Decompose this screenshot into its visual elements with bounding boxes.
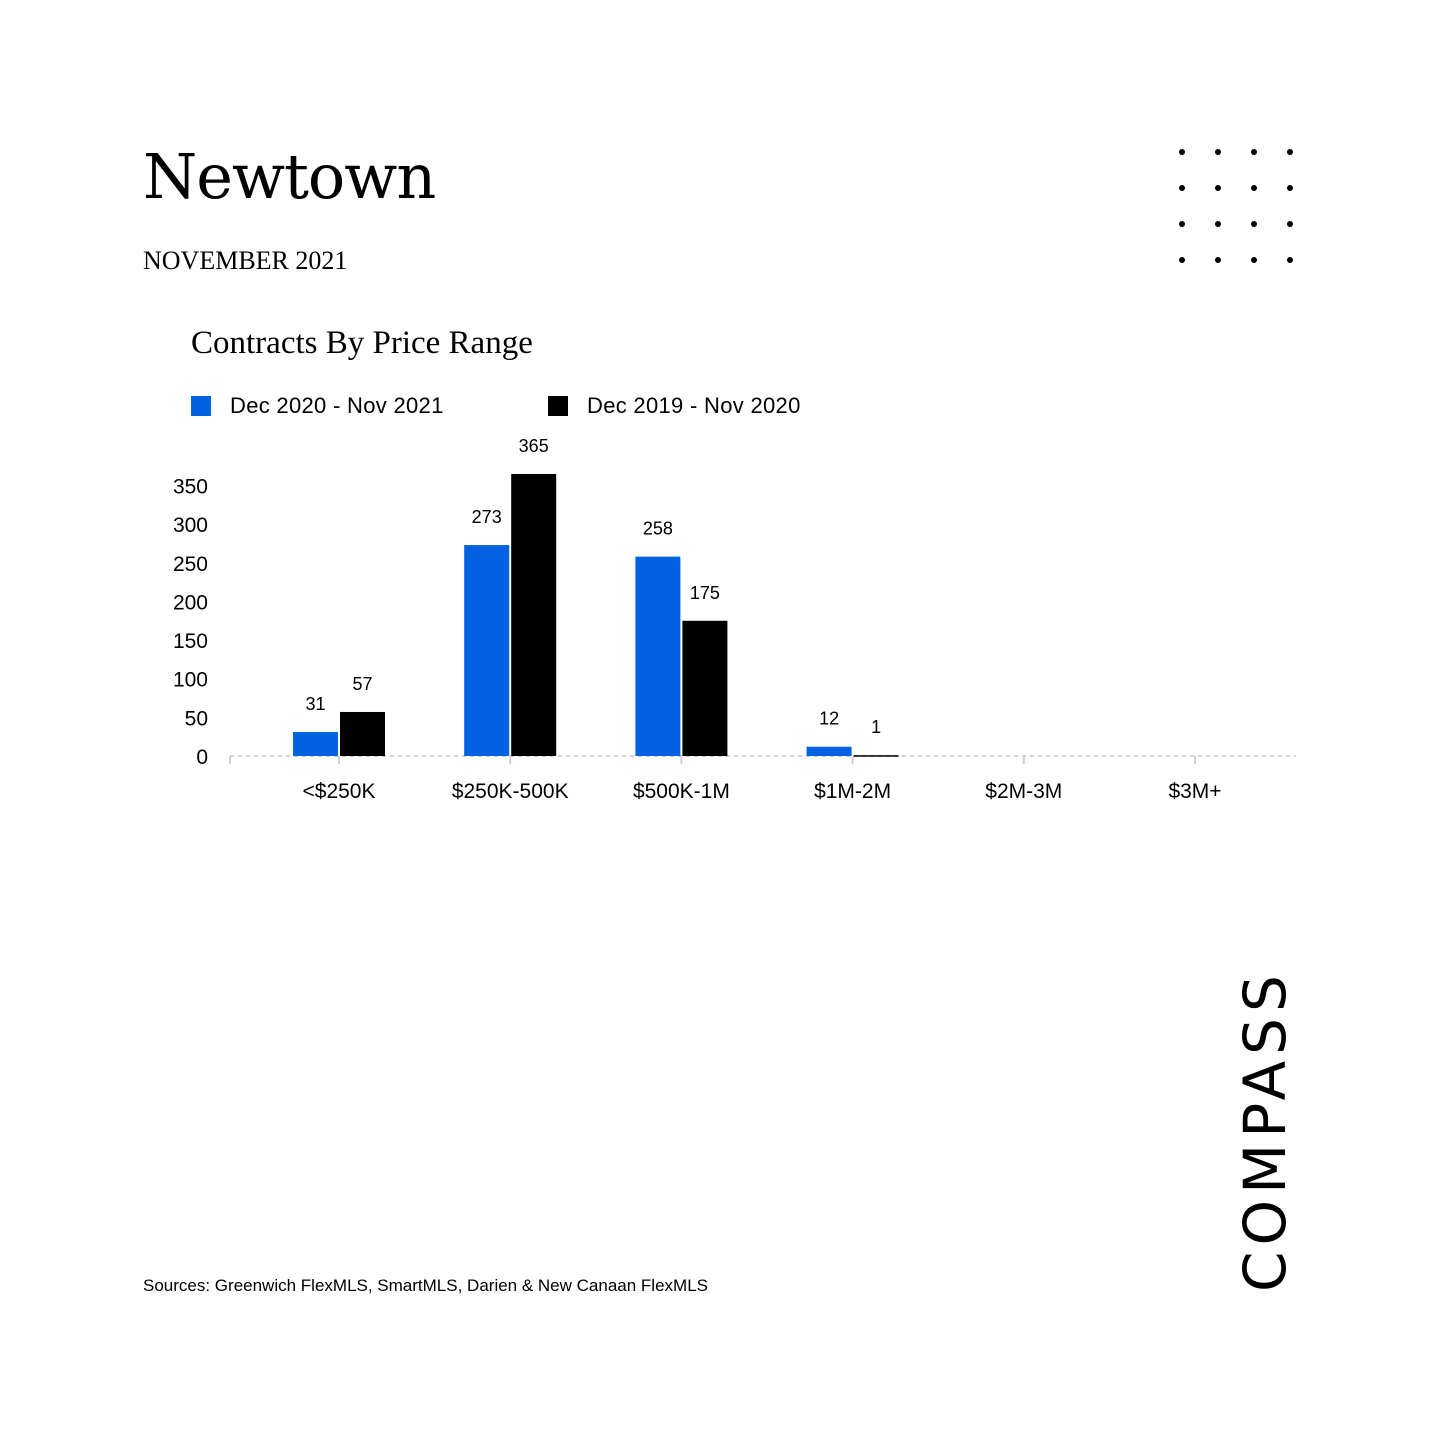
bar-previous bbox=[854, 755, 899, 757]
bar-previous bbox=[340, 712, 385, 756]
x-tick-label: $3M+ bbox=[1168, 780, 1222, 803]
x-tick-label: $2M-3M bbox=[985, 780, 1063, 803]
x-tick-label: $1M-2M bbox=[814, 780, 892, 803]
x-tick-label: <$250K bbox=[302, 780, 376, 803]
source-note: Sources: Greenwich FlexMLS, SmartMLS, Darien & New Canaan FlexMLS bbox=[143, 1276, 708, 1295]
page-title: Newtown bbox=[143, 140, 436, 213]
compass-logo bbox=[1183, 958, 1343, 1298]
page-subtitle: NOVEMBER 2021 bbox=[143, 246, 348, 275]
data-label: 1 bbox=[871, 717, 882, 738]
x-tick-label: $500K-1M bbox=[632, 780, 730, 803]
x-tick-label: $250K-500K bbox=[451, 780, 569, 803]
legend-label-current: Dec 2020 - Nov 2021 bbox=[230, 393, 444, 418]
y-tick-label: 0 bbox=[196, 746, 208, 769]
bar-current bbox=[293, 732, 338, 756]
bar-previous bbox=[682, 621, 727, 756]
bar-previous bbox=[511, 474, 556, 756]
y-tick-label: 200 bbox=[172, 591, 208, 615]
logo-wordmark: COMPASS bbox=[1231, 969, 1299, 1292]
bar-current bbox=[635, 557, 680, 756]
bar-current bbox=[807, 747, 852, 756]
y-tick-label: 350 bbox=[172, 475, 208, 499]
data-label: 57 bbox=[352, 673, 373, 694]
y-tick-label: 300 bbox=[172, 514, 208, 538]
data-label: 31 bbox=[305, 694, 326, 715]
data-label: 258 bbox=[642, 518, 673, 539]
bar-current bbox=[464, 545, 509, 756]
data-label: 273 bbox=[471, 507, 502, 528]
y-tick-label: 250 bbox=[172, 552, 208, 576]
chart-title: Contracts By Price Range bbox=[191, 325, 533, 361]
legend-label-previous: Dec 2019 - Nov 2020 bbox=[587, 393, 801, 418]
data-label: 12 bbox=[819, 708, 840, 729]
data-label: 175 bbox=[689, 582, 720, 603]
y-tick-label: 50 bbox=[184, 707, 208, 731]
data-label: 365 bbox=[518, 435, 549, 456]
y-tick-label: 150 bbox=[172, 630, 208, 654]
y-tick-label: 100 bbox=[172, 668, 208, 692]
